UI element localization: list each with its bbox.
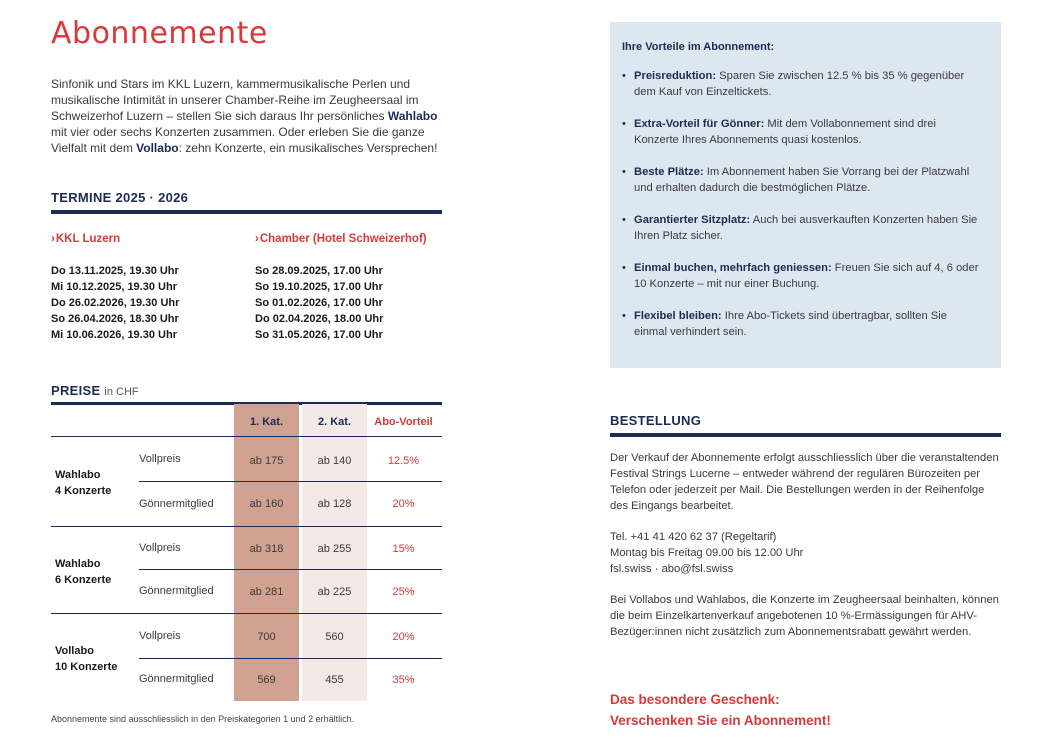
discount-cell: 25% <box>392 586 415 598</box>
price-cell: ab 128 <box>317 498 352 510</box>
date-item: So 01.02.2026, 17.00 Uhr <box>255 297 383 309</box>
table-divider <box>51 526 442 527</box>
price-cell: ab 281 <box>249 586 284 598</box>
table-divider <box>139 658 442 659</box>
chamber-dates <box>255 263 383 343</box>
price-cell: ab 255 <box>317 543 352 555</box>
group-label-vollabo-10: Vollabo 10 Konzerte <box>55 645 118 673</box>
date-item: So 19.10.2025, 17.00 Uhr <box>255 281 383 293</box>
date-item: So 26.04.2026, 18.30 Uhr <box>51 313 179 325</box>
ahv-note: Bei Vollabos und Wahlabos, die Konzerte im Zeugheersaal beinhalten, können die beim Einzelkartenverkauf angebotenen 10 %-Ermässigungen für AHV-Bezüger:innen nicht zusätzlich zum Abonnementsrabatt gewährt werden. <box>610 594 999 638</box>
col-header-kat1: 1. Kat. <box>249 416 283 428</box>
date-item: Mi 10.06.2026, 19.30 Uhr <box>51 329 177 341</box>
table-divider <box>51 613 442 614</box>
price-cell: 569 <box>257 674 276 686</box>
table-divider <box>139 569 442 570</box>
row-label: Gönnermitglied <box>139 498 214 510</box>
row-label: Gönnermitglied <box>139 585 214 597</box>
date-item: Do 13.11.2025, 19.30 Uhr <box>51 265 179 277</box>
preise-heading: PREISE in CHF <box>51 383 139 398</box>
phone-number: Tel. +41 41 420 62 37 (Regeltarif) <box>610 531 777 543</box>
row-label: Gönnermitglied <box>139 673 214 685</box>
contact-block <box>610 529 1002 577</box>
web-email-link[interactable]: fsl.swiss · abo@fsl.swiss <box>610 563 734 575</box>
benefits-list <box>622 68 979 340</box>
price-footnote: Abonnemente sind ausschliesslich in den Preiskategorien 1 und 2 erhältlich. <box>51 714 355 724</box>
table-divider <box>51 436 442 437</box>
kkl-dates <box>51 263 179 343</box>
date-item: So 31.05.2026, 17.00 Uhr <box>255 329 383 341</box>
discount-cell: 20% <box>392 498 415 510</box>
chevron-right-icon: › <box>51 233 55 245</box>
benefit-item: • Flexibel bleiben: Ihre Abo-Tickets sind übertragbar, sollten Sie einmal verhindert sein. <box>622 308 979 340</box>
date-item: Do 02.04.2026, 18.00 Uhr <box>255 313 384 325</box>
benefit-item: • Preisreduktion: Sparen Sie zwischen 12.5 % bis 35 % gegenüber dem Kauf von Einzeltickets. <box>622 68 979 100</box>
price-cell: ab 140 <box>317 455 352 467</box>
benefit-item: • Garantierter Sitzplatz: Auch bei ausverkauften Konzerten haben Sie Ihren Platz sicher. <box>622 212 979 244</box>
benefits-heading: Ihre Vorteile im Abonnement: <box>622 41 775 53</box>
bestellung-rule <box>610 433 1001 437</box>
benefit-item: • Einmal buchen, mehrfach geniessen: Freuen Sie sich auf 4, 6 oder 10 Konzerte – mit nur einer Buchung. <box>622 260 979 292</box>
termine-heading: TERMINE 2025 · 2026 <box>51 190 189 205</box>
date-item: Do 26.02.2026, 19.30 Uhr <box>51 297 180 309</box>
benefits-box <box>610 22 1001 368</box>
discount-cell: 15% <box>392 543 415 555</box>
gift-callout: Das besondere Geschenk: Verschenken Sie ein Abonnement! <box>610 692 831 728</box>
row-label: Vollpreis <box>139 542 181 554</box>
table-divider <box>139 481 442 482</box>
row-label: Vollpreis <box>139 630 181 642</box>
price-cell: 455 <box>325 674 344 686</box>
chevron-right-icon: › <box>255 233 259 245</box>
price-cell: ab 175 <box>249 455 284 467</box>
price-cell: 700 <box>257 631 276 643</box>
date-item: So 28.09.2025, 17.00 Uhr <box>255 265 383 277</box>
order-paragraph: Der Verkauf der Abonnemente erfolgt ausschliesslich über die veranstaltenden Festival Strings Lucerne – entweder während der regulären Bürozeiten per Telefon oder jederzeit per Mail. Die Bestellungen werden in der Reihenfolge des Eingangs bearbeitet. <box>610 452 999 512</box>
discount-cell: 12.5% <box>387 455 420 467</box>
row-label: Vollpreis <box>139 453 181 465</box>
discount-cell: 20% <box>392 631 415 643</box>
discount-cell: 35% <box>392 674 415 686</box>
termine-rule <box>51 210 442 214</box>
intro-text: Sinfonik und Stars im KKL Luzern, kammermusikalische Perlen und musikalische Intimität in unserer Chamber-Reihe im Zeugheersaal im Schweizerhof Luzern – stellen Sie sich daraus Ihr persönliches Wahlabo mit vier oder sechs Konzerten zusammen. Oder erleben Sie die ganze Vielfalt mit dem Vollabo: zehn Konzerte, ein musikalisches Versprechen! <box>51 77 438 155</box>
price-cell: ab 225 <box>317 586 352 598</box>
col-header-vorteil: Abo-Vorteil <box>374 416 433 428</box>
price-cell: ab 160 <box>249 498 284 510</box>
benefit-item: • Beste Plätze: Im Abonnement haben Sie Vorrang bei der Platzwahl und erhalten dadurch die bestmöglichen Plätze. <box>622 164 979 196</box>
col-header-kat2: 2. Kat. <box>317 416 351 428</box>
date-item: Mi 10.12.2025, 19.30 Uhr <box>51 281 177 293</box>
bestellung-heading: BESTELLUNG <box>610 413 702 428</box>
benefit-item: • Extra-Vorteil für Gönner: Mit dem Vollabonnement sind drei Konzerte Ihres Abonnements quasi kostenlos. <box>622 116 979 148</box>
venue-chamber: ›Chamber (Hotel Schweizerhof) <box>255 233 427 245</box>
office-hours: Montag bis Freitag 09.00 bis 12.00 Uhr <box>610 547 804 559</box>
price-cell: 560 <box>325 631 344 643</box>
price-cell: ab 318 <box>249 543 284 555</box>
wahlabo-highlight: Wahlabo <box>387 109 438 123</box>
vollabo-highlight: Vollabo <box>136 141 179 155</box>
venue-kkl: ›KKL Luzern <box>51 233 121 245</box>
group-label-wahlabo-4: Wahlabo 4 Konzerte <box>55 469 112 497</box>
group-label-wahlabo-6: Wahlabo 6 Konzerte <box>55 558 112 586</box>
page-title: Abonnemente <box>51 16 268 51</box>
order-info <box>610 450 1002 655</box>
